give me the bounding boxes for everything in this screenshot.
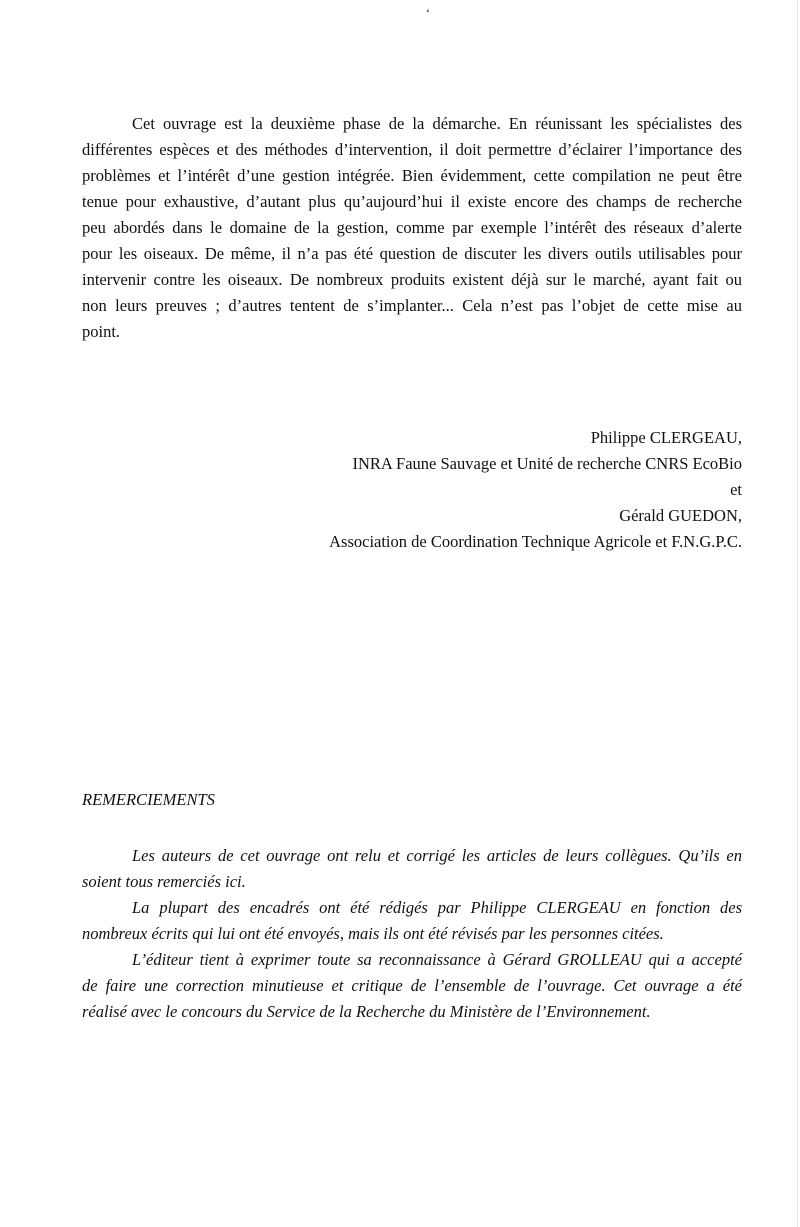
author-affiliation: Association de Coordination Technique Agricole et F.N.G.P.C. — [329, 532, 742, 551]
acknowledgements-heading: REMERCIEMENTS — [82, 790, 215, 809]
text-line: soient tous remerciés ici. — [82, 872, 246, 891]
author-name: Philippe CLERGEAU, — [590, 428, 742, 447]
text-line: tenue pour exhaustive, d’autant plus qu’aujourd’hui il existe encore des champs de recherche — [82, 192, 742, 211]
author-name: Gérald GUEDON, — [619, 506, 742, 525]
text-line: Les auteurs de cet ouvrage ont relu et corrigé les articles de leurs collègues. Qu’ils en — [132, 846, 742, 865]
author-affiliation: INRA Faune Sauvage et Unité de recherche CNRS EcoBio — [352, 454, 742, 473]
text-line: point. — [82, 322, 121, 341]
text-line: de faire une correction minutieuse et critique de l’ensemble de l’ouvrage. Cet ouvrage a été — [82, 976, 742, 995]
text-line: pour les oiseaux. De même, il n’a pas été question de discuter les divers outils utilisables pour — [82, 244, 742, 263]
text-line: La plupart des encadrés ont été rédigés par Philippe CLERGEAU en fonction des — [132, 898, 742, 917]
text-line: réalisé avec le concours du Service de la Recherche du Ministère de l’Environnement. — [82, 1002, 651, 1021]
text-line: intervenir contre les oiseaux. De nombreux produits existent déjà sur le marché, ayant fait ou — [82, 270, 742, 289]
text-line: peu abordés dans le domaine de la gestion, comme par exemple l’intérêt des réseaux d’alerte — [82, 218, 742, 237]
text-line: L’éditeur tient à exprimer toute sa reconnaissance à Gérard GROLLEAU qui a accepté — [132, 950, 742, 969]
text-line: Cet ouvrage est la deuxième phase de la démarche. En réunissant les spécialistes des — [132, 114, 742, 133]
conjunction: et — [730, 480, 742, 499]
page-edge — [797, 0, 798, 1227]
text-line: nombreux écrits qui lui ont été envoyés, mais ils ont été révisés par les personnes citées. — [82, 924, 664, 943]
text-line: problèmes et l’intérêt d’une gestion intégrée. Bien évidemment, cette compilation ne peut être — [82, 166, 742, 185]
text-line: différentes espèces et des méthodes d’intervention, il doit permettre d’éclairer l’importance des — [82, 140, 742, 159]
text-line: non leurs preuves ; d’autres tentent de s’implanter... Cela n’est pas l’objet de cette mise au — [82, 296, 742, 315]
scan-mark: ‘ — [426, 6, 430, 20]
